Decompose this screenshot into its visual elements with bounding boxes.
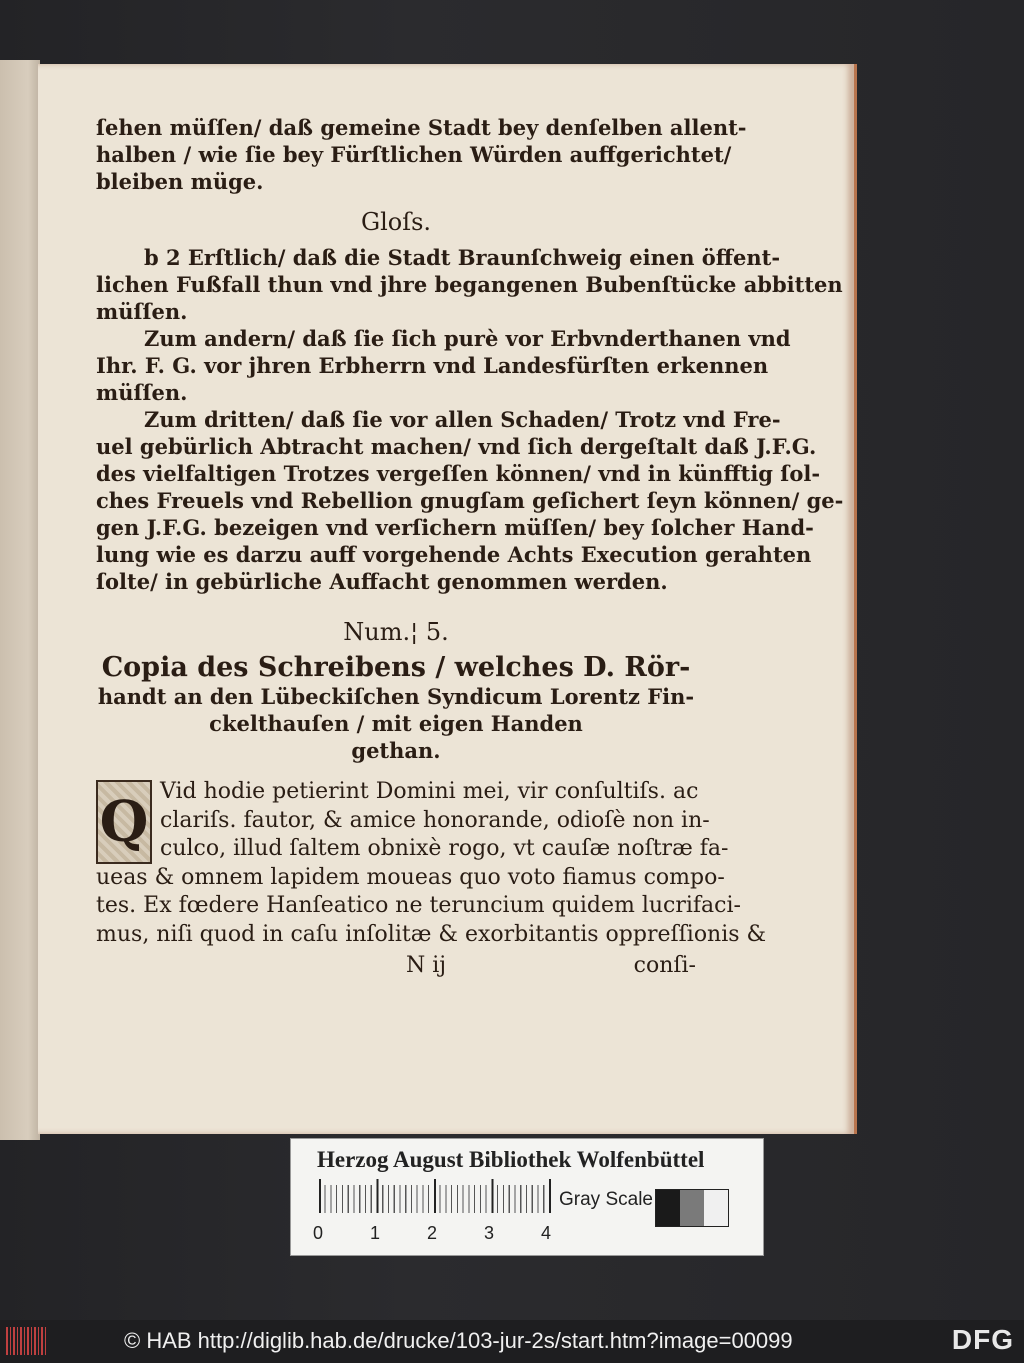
ruler-number: 1 [370, 1223, 381, 1243]
copia-heading-line: ckelthauſen / mit eigen Handen [209, 711, 583, 736]
text-line: ſolte/ in gebürliche Auffacht genommen werden. [96, 569, 668, 594]
gray-swatch-light [704, 1190, 728, 1226]
text-line: ſehen müſſen/ daß gemeine Stadt bey denſelben allent- [96, 115, 747, 140]
text-line: Ihr. F. G. vor jhren Erbherrn vnd Landesfürſten erkennen [96, 353, 769, 378]
ruler-number: 0 [313, 1223, 324, 1243]
text-line: Vid hodie petierint Domini mei, vir conſultiſs. ac [160, 779, 699, 804]
text-line: des vielfaltigen Trotzes vergeſſen können/ vnd in künfftig ſol- [96, 461, 821, 486]
gray-scale-swatches [655, 1189, 729, 1227]
text-line: uel gebürlich Abtracht machen/ vnd ſich dergeſtalt daß J.F.G. [96, 434, 817, 459]
catchword: conſi- [633, 952, 696, 978]
text-line: culco, illud ſaltem obnixè rogo, vt cauſæ noſtræ fa- [160, 836, 729, 862]
barcode-icon [6, 1327, 46, 1355]
text-line: tes. Ex fœdere Hanſeatico ne teruncium quidem lucrifaci- [96, 893, 741, 919]
footer-bar [0, 1320, 1024, 1363]
gray-swatch-dark [656, 1190, 680, 1226]
ruler-number: 3 [484, 1223, 495, 1243]
text-line: halben / wie ſie bey Fürſtlichen Würden auffgerichtet/ [96, 142, 732, 167]
ruler-major-ticks [319, 1179, 551, 1213]
document-page [38, 64, 857, 1134]
ruler-number: 4 [541, 1223, 552, 1243]
copia-heading-line: Copia des Schreibens / welches D. Rör- [101, 652, 691, 683]
copyright-link[interactable]: © HAB http://diglib.hab.de/drucke/103-jur-2s/start.htm?image=00099 [124, 1328, 793, 1353]
previous-page-edge [0, 60, 40, 1140]
gray-scale-label: Gray Scale [559, 1189, 653, 1210]
color-calibration-card [290, 1138, 764, 1256]
signature-mark: N ij [406, 952, 447, 978]
text-line: gen J.F.G. bezeigen vnd verſichern müſſen/ bey ſolcher Hand- [96, 515, 814, 540]
text-line: müſſen. [96, 299, 188, 324]
page-text [96, 114, 844, 980]
copia-heading-line: handt an den Lübeckiſchen Syndicum Lorentz Fin- [97, 684, 695, 709]
gray-swatch-mid [680, 1190, 704, 1226]
text-line: b 2 Erſtlich/ daß die Stadt Braunſchweig einen öffent- [144, 245, 781, 270]
text-line: mus, niſi quod in caſu inſolitæ & exorbitantis oppreſſionis & [96, 921, 767, 947]
text-line: ches Freuels vnd Rebellion gnugſam geſichert ſeyn können/ ge- [96, 488, 844, 513]
copia-heading-line: gethan. [351, 738, 441, 763]
decorated-initial: Q [96, 780, 152, 864]
text-line: clariſs. fautor, & amice honorande, odioſè non in- [160, 807, 710, 833]
text-line: bleiben müge. [96, 169, 264, 194]
page-footer-line [96, 952, 696, 981]
text-line: lichen Fußfall thun vnd jhre begangenen Bubenſtücke abbitten [96, 272, 843, 297]
text-line: Zum dritten/ daß ſie vor allen Schaden/ Trotz vnd Fre- [144, 407, 781, 432]
text-line: Zum andern/ daß ſie ſich purè vor Erbvnderthanen vnd [144, 326, 791, 351]
ruler-number: 2 [427, 1223, 438, 1243]
text-line: lung wie es darzu auff vorgehende Achts Execution gerahten [96, 542, 812, 567]
library-title: Herzog August Bibliothek Wolfenbüttel [317, 1147, 705, 1172]
num-heading: Num.¦ 5. [343, 618, 449, 646]
text-line: ueas & omnem lapidem moueas quo voto fiamus compo- [96, 864, 725, 890]
latin-paragraph [96, 778, 767, 980]
text-line: müſſen. [96, 380, 188, 405]
dfg-logo: DFG [951, 1324, 1014, 1355]
gloss-heading: Gloſs. [360, 208, 432, 236]
